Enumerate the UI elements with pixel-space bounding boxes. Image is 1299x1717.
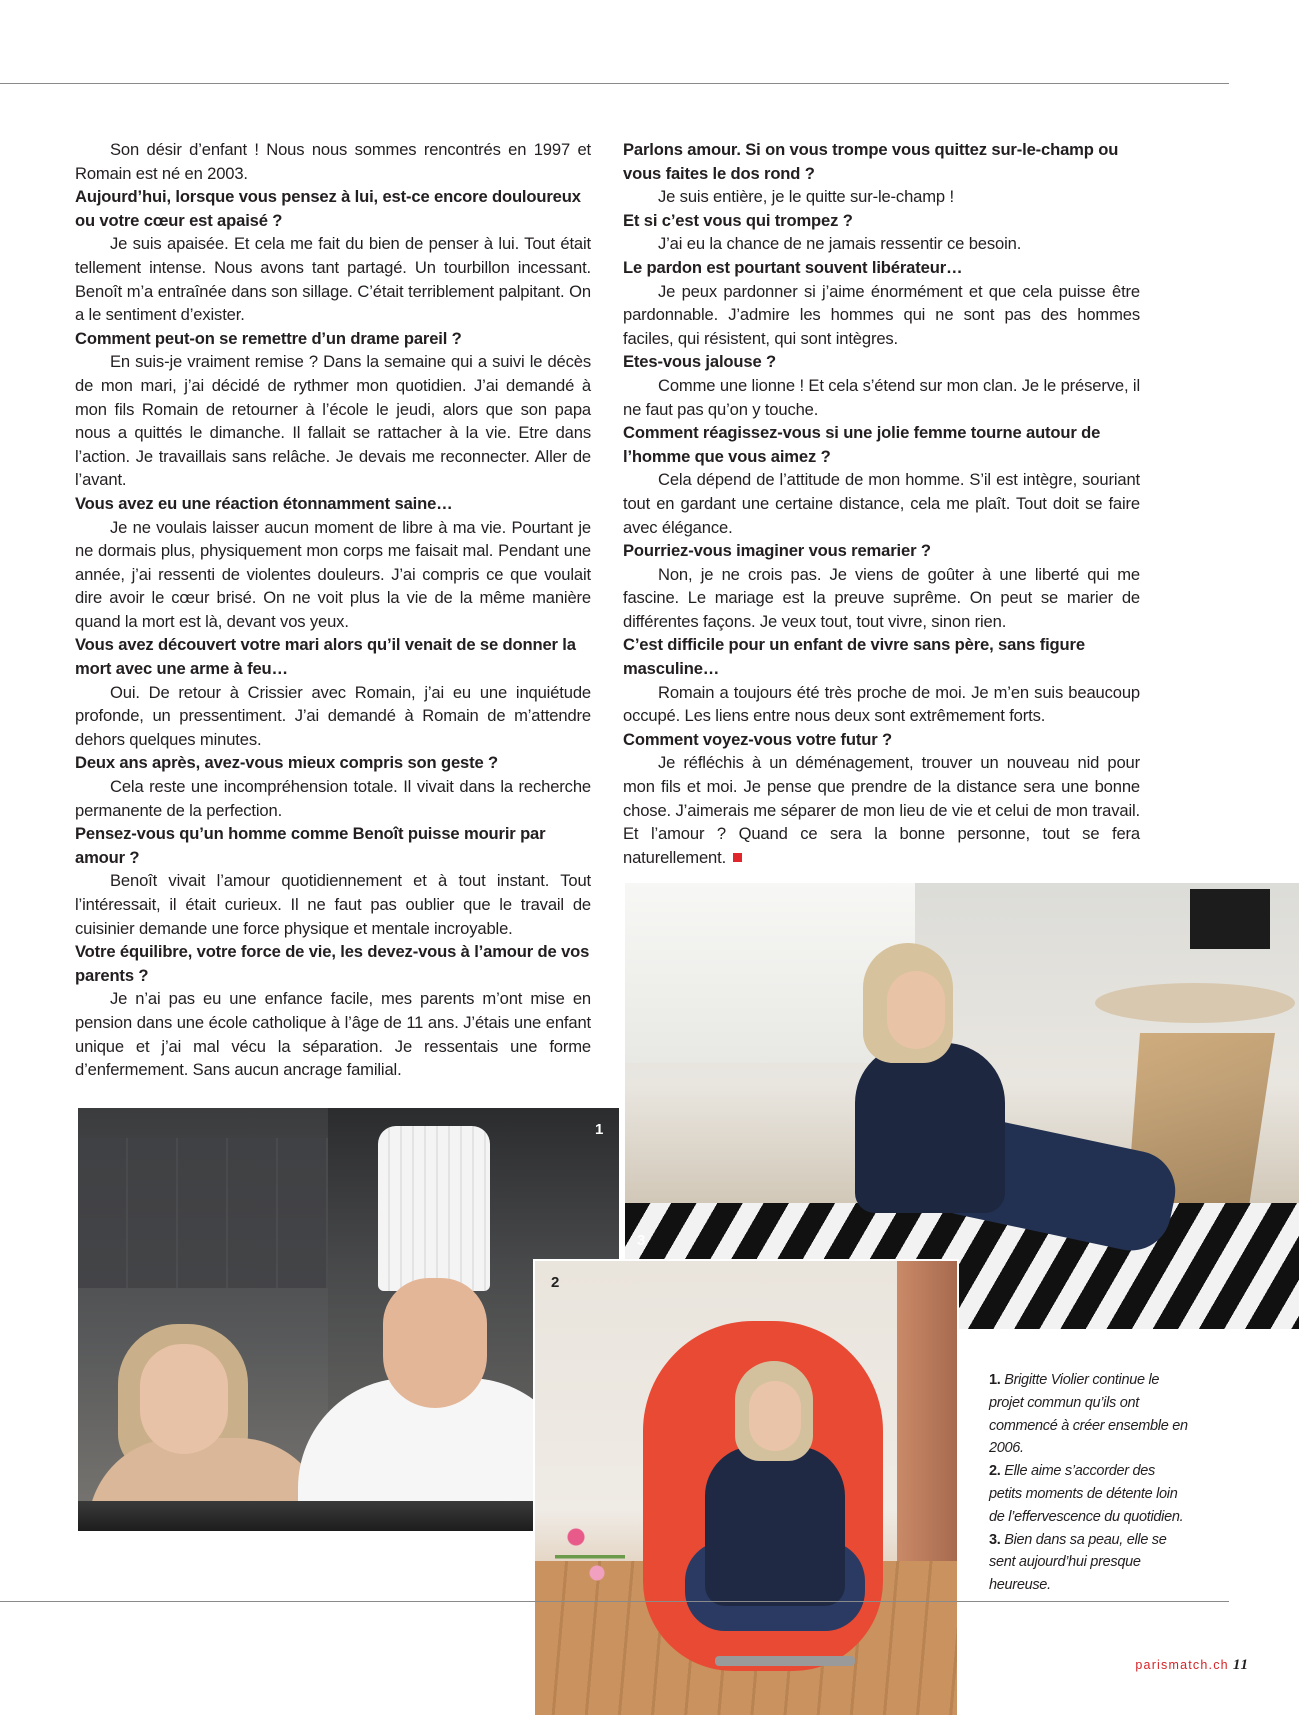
- interview-answer: Son désir d’enfant ! Nous nous sommes rencontrés en 1997 et Romain est né en 2003.: [75, 140, 591, 183]
- interview-answer: Je suis entière, je le quitte sur-le-champ !: [658, 187, 954, 207]
- photo-captions: [989, 1369, 1189, 1597]
- interview-question: Vous avez découvert votre mari alors qu’il venait de se donner la mort avec une arme à feu…: [75, 635, 576, 679]
- interview-answer: Oui. De retour à Crissier avec Romain, j’ai eu une inquiétude profonde, un pressentiment. J’ai demandé à Romain de m’attendre dehors quelques minutes.: [75, 682, 591, 749]
- interview-answer: Comme une lionne ! Et cela s’étend sur mon clan. Je le préserve, il ne faut pas qu’on y touche.: [623, 375, 1140, 419]
- interview-question: Etes-vous jalouse ?: [623, 352, 776, 372]
- interview-question: C’est difficile pour un enfant de vivre sans père, sans figure masculine…: [623, 635, 1085, 679]
- interview-answer: Cela dépend de l’attitude de mon homme. S’il est intègre, souriant tout en gardant une certaine distance, cela me plaît. Tout doit se faire avec élégance.: [623, 470, 1140, 537]
- interview-answer: J’ai eu la chance de ne jamais ressentir ce besoin.: [658, 234, 1022, 254]
- end-of-article-mark: [733, 853, 742, 862]
- photo-3-number: 3: [637, 1232, 646, 1249]
- photo-2-woman-in-red-chair: [533, 1259, 959, 1717]
- interview-question: Parlons amour. Si on vous trompe vous quittez sur-le-champ ou vous faites le dos rond ?: [623, 140, 1119, 183]
- interview-question: Deux ans après, avez-vous mieux compris son geste ?: [75, 753, 499, 773]
- interview-question: Vous avez eu une réaction étonnamment saine…: [75, 493, 453, 513]
- interview-answer: Je suis apaisée. Et cela me fait du bien de penser à lui. Tout était tellement intense. Nous avons tant partagé. Un tourbillon incessant. Benoît m’a entraînée dans son sillage. C’était terriblement palpitant. On a le sentiment d’exister.: [75, 234, 591, 325]
- interview-answer: Romain a toujours été très proche de moi. Je m’en suis beaucoup occupé. Les liens entre nous deux sont extrêmement forts.: [623, 682, 1140, 726]
- interview-question: Pensez-vous qu’un homme comme Benoît puisse mourir par amour ?: [75, 824, 546, 867]
- interview-question: Et si c’est vous qui trompez ?: [623, 210, 853, 230]
- bottom-rule: [0, 1601, 1229, 1602]
- top-rule: [0, 83, 1229, 84]
- interview-answer: En suis-je vraiment remise ? Dans la semaine qui a suivi le décès de mon mari, j’ai décidé de rythmer mon quotidien. J’ai demandé à mon fils Romain de retourner à l’école le jeudi, alors que son papa nous a quittés le dimanche. Il fallait se rattacher à la vie. Etre dans l’action. Je travaillais sans relâche. Je devais me reconnecter. Aller de l’avant.: [75, 352, 591, 490]
- interview-question: Le pardon est pourtant souvent libérateur…: [623, 257, 963, 277]
- interview-answer: Cela reste une incompréhension totale. Il vivait dans la recherche permanente de la perfection.: [75, 777, 591, 820]
- article-column-left: [75, 138, 591, 1082]
- interview-answer: Benoît vivait l’amour quotidiennement et à tout instant. Tout l’intéressait, il était curieux. Il ne faut pas oublier que le travail de cuisinier demande une force physique et mentale incroyable.: [75, 871, 591, 938]
- interview-answer: Je n’ai pas eu une enfance facile, mes parents m’ont mise en pension dans une école catholique à l’âge de 11 ans. J’étais une enfant unique et j’ai mal vécu la séparation. Je ressentais une forme d’enfermement. Sans aucun ancrage familial.: [75, 989, 591, 1080]
- caption-2: 2. Elle aime s’accorder des petits moments de détente loin de l’effervescence du quotidien.: [989, 1463, 1184, 1525]
- caption-1: 1. Brigitte Violier continue le projet commun qu’ils ont commencé à créer ensemble en 2006.: [989, 1372, 1188, 1457]
- interview-question: Votre équilibre, votre force de vie, les devez-vous à l’amour de vos parents ?: [75, 942, 590, 985]
- interview-answer: Je ne voulais laisser aucun moment de libre à ma vie. Pourtant je ne dormais plus, physiquement mon corps me faisait mal. Pendant une année, j’ai ressenti de violentes douleurs. J’ai compris ce que voulait dire avoir le cœur brisé. On ne voit plus la vie de la même manière quand la mort est là, devant vos yeux.: [75, 517, 591, 631]
- interview-question: Comment peut-on se remettre d’un drame pareil ?: [75, 328, 462, 348]
- photo-2-number: 2: [551, 1274, 560, 1291]
- photo-1-number: 1: [595, 1121, 604, 1138]
- interview-answer: Je réfléchis à un déménagement, trouver un nouveau nid pour mon fils et moi. Je pense que prendre de la distance sera une bonne chose. J’aimerais me séparer de mon lieu de vie et celui de mon travail. Et l’amour ? Quand ce sera la bonne personne, tout se fera naturellement.: [623, 753, 1140, 867]
- interview-question: Aujourd’hui, lorsque vous pensez à lui, est-ce encore douloureux ou votre cœur est apaisé ?: [75, 187, 581, 230]
- interview-answer: Non, je ne crois pas. Je viens de goûter à une liberté qui me fascine. Le mariage est la preuve suprême. On peut se marier de différentes façons. Je veux tout, tout vivre, sinon rien.: [623, 564, 1140, 631]
- article-column-right: [623, 138, 1140, 869]
- caption-3: 3. Bien dans sa peau, elle se sent aujourd’hui presque heureuse.: [989, 1531, 1167, 1594]
- page-number: 11: [1232, 1657, 1249, 1673]
- interview-question: Comment réagissez-vous si une jolie femme tourne autour de l’homme que vous aimez ?: [623, 423, 1101, 466]
- interview-answer: Je peux pardonner si j’aime énormément et que cela puisse être pardonnable. J’admire les hommes qui ne sont pas des hommes faciles, qui résistent, qui sont intègres.: [623, 281, 1140, 348]
- footer-site-link[interactable]: parismatch.ch: [1135, 1658, 1229, 1672]
- interview-question: Pourriez-vous imaginer vous remarier ?: [623, 541, 931, 561]
- interview-question: Comment voyez-vous votre futur ?: [623, 729, 893, 749]
- page-footer: [1135, 1657, 1249, 1674]
